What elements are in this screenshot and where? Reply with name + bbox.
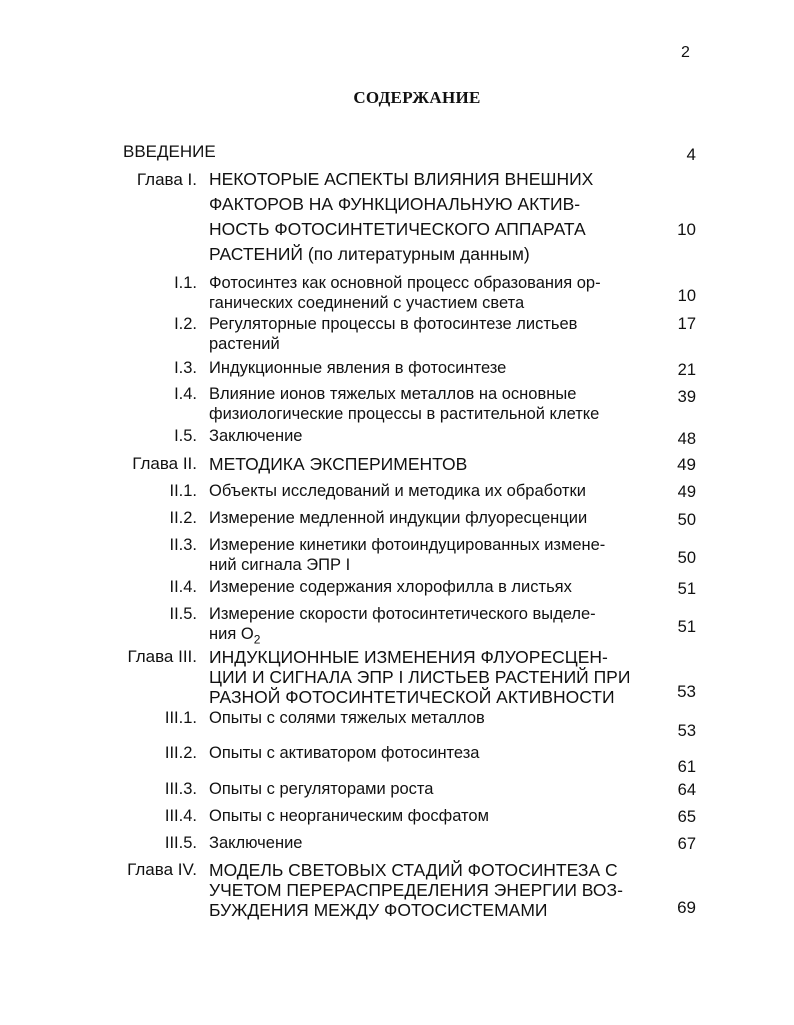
page-title: СОДЕРЖАНИЕ [353, 88, 481, 107]
toc-section-page: 49 [677, 483, 696, 501]
title-line: Регуляторные процессы в фотосинтезе листьев [209, 315, 578, 333]
title-line: РАСТЕНИЙ (по литературным данным) [209, 244, 530, 264]
toc-chapter-label: Глава II. [132, 454, 197, 473]
toc-section-page: 53 [677, 722, 696, 740]
toc-chapter-title [209, 647, 649, 707]
toc-section-page: 39 [677, 388, 696, 406]
title-line: ИНДУКЦИОННЫЕ ИЗМЕНЕНИЯ ФЛУОРЕСЦЕН- [209, 647, 608, 667]
toc-section-label: III.1. [164, 709, 197, 727]
toc-section-title [209, 273, 641, 313]
toc-chapter-title [209, 454, 641, 474]
toc-section-title [209, 577, 641, 597]
title-line: МЕТОДИКА ЭКСПЕРИМЕНТОВ [209, 454, 468, 474]
toc-chapter-page: 53 [677, 682, 696, 701]
toc-section-label: III.2. [164, 744, 197, 762]
title-line: растений [209, 335, 280, 353]
title-line: Опыты с активатором фотосинтеза [209, 744, 480, 762]
title-line: Опыты с неорганическим фосфатом [209, 807, 489, 825]
page-number: 2 [681, 44, 690, 61]
toc-section-title [209, 426, 641, 446]
toc-section-page: 48 [677, 430, 696, 448]
title-line: БУЖДЕНИЯ МЕЖДУ ФОТОСИСТЕМАМИ [209, 900, 548, 920]
toc-section-title [209, 806, 641, 826]
toc-section-label: II.2. [169, 509, 197, 527]
toc-section-page: 64 [677, 781, 696, 799]
title-line: Объекты исследований и методика их обработки [209, 482, 586, 500]
toc-chapter-page: 49 [677, 455, 696, 474]
title-line: ЦИИ И СИГНАЛА ЭПР I ЛИСТЬЕВ РАСТЕНИЙ ПРИ [209, 667, 631, 687]
toc-section-label: I.2. [174, 315, 197, 333]
title-line: ний сигнала ЭПР I [209, 556, 351, 574]
title-line: ганических соединений с участием света [209, 294, 525, 312]
toc-section-label: III.5. [164, 834, 197, 852]
title-line: Заключение [209, 834, 303, 852]
toc-section-page: 17 [677, 315, 696, 333]
toc-section-title [209, 708, 641, 728]
toc-chapter-label: Глава IV. [127, 860, 197, 879]
toc-section-page: 50 [677, 511, 696, 529]
toc-section-page: 21 [677, 361, 696, 379]
title-line: ФАКТОРОВ НА ФУНКЦИОНАЛЬНУЮ АКТИВ- [209, 194, 581, 214]
toc-section-label: I.4. [174, 385, 197, 403]
title-line: МОДЕЛЬ СВЕТОВЫХ СТАДИЙ ФОТОСИНТЕЗА С [209, 860, 618, 880]
toc-intro-page: 4 [686, 145, 696, 164]
toc-section-title [209, 833, 641, 853]
title-line: Опыты с солями тяжелых металлов [209, 709, 485, 727]
toc-section-label: III.4. [164, 807, 197, 825]
toc-section-label: II.4. [169, 578, 197, 596]
toc-section-page: 50 [677, 549, 696, 567]
subscript: 2 [253, 632, 261, 647]
toc-chapter-title [209, 167, 641, 267]
toc-section-label: II.3. [169, 536, 197, 554]
toc-section-title [209, 535, 641, 575]
toc-section-title [209, 481, 641, 501]
title-line: Измерение скорости фотосинтетического выделе- [209, 605, 596, 623]
toc-section-label: III.3. [164, 780, 197, 798]
toc-section-label: I.3. [174, 359, 197, 377]
toc-section-label: II.5. [169, 605, 197, 623]
toc-section-page: 67 [677, 835, 696, 853]
toc-section-label: I.1. [174, 274, 197, 292]
title-line: Опыты с регуляторами роста [209, 780, 434, 798]
toc-section-label: I.5. [174, 427, 197, 445]
toc-section-title [209, 743, 641, 763]
toc-section-page: 51 [677, 580, 696, 598]
toc-section-title [209, 508, 641, 528]
toc-section-title [209, 358, 641, 378]
title-line: УЧЕТОМ ПЕРЕРАСПРЕДЕЛЕНИЯ ЭНЕРГИИ ВОЗ- [209, 880, 623, 900]
title-line: НОСТЬ ФОТОСИНТЕТИЧЕСКОГО АППАРАТА [209, 219, 586, 239]
toc-chapter-title [209, 860, 649, 920]
title-line: Измерение медленной индукции флуоресценции [209, 509, 588, 527]
title-line: Фотосинтез как основной процесс образования ор- [209, 274, 601, 292]
toc-section-title [209, 314, 641, 354]
title-line: Заключение [209, 427, 303, 445]
toc-chapter-page: 69 [677, 898, 696, 917]
title-line: Влияние ионов тяжелых металлов на основные [209, 385, 577, 403]
toc-chapter-page: 10 [677, 220, 696, 239]
toc-intro-title: ВВЕДЕНИЕ [123, 142, 216, 161]
toc-section-page: 65 [677, 808, 696, 826]
toc-section-page: 51 [677, 618, 696, 636]
toc-section-title [209, 779, 641, 799]
toc-section-page: 61 [677, 758, 696, 776]
toc-section-page: 10 [677, 287, 696, 305]
toc-section-label: II.1. [169, 482, 197, 500]
title-text: ния O [209, 625, 254, 643]
toc-chapter-label: Глава I. [136, 170, 197, 189]
title-line: РАЗНОЙ ФОТОСИНТЕТИЧЕСКОЙ АКТИВНОСТИ [209, 687, 615, 707]
title-line: Измерение кинетики фотоиндуцированных измене- [209, 536, 606, 554]
toc-section-title [209, 604, 641, 649]
title-line: Индукционные явления в фотосинтезе [209, 359, 507, 377]
title-line: НЕКОТОРЫЕ АСПЕКТЫ ВЛИЯНИЯ ВНЕШНИХ [209, 169, 594, 189]
toc-section-title [209, 384, 641, 424]
title-line: физиологические процессы в растительной клетке [209, 405, 600, 423]
toc-chapter-label: Глава III. [127, 647, 197, 666]
title-line [209, 624, 641, 649]
title-line: Измерение содержания хлорофилла в листьях [209, 578, 572, 596]
